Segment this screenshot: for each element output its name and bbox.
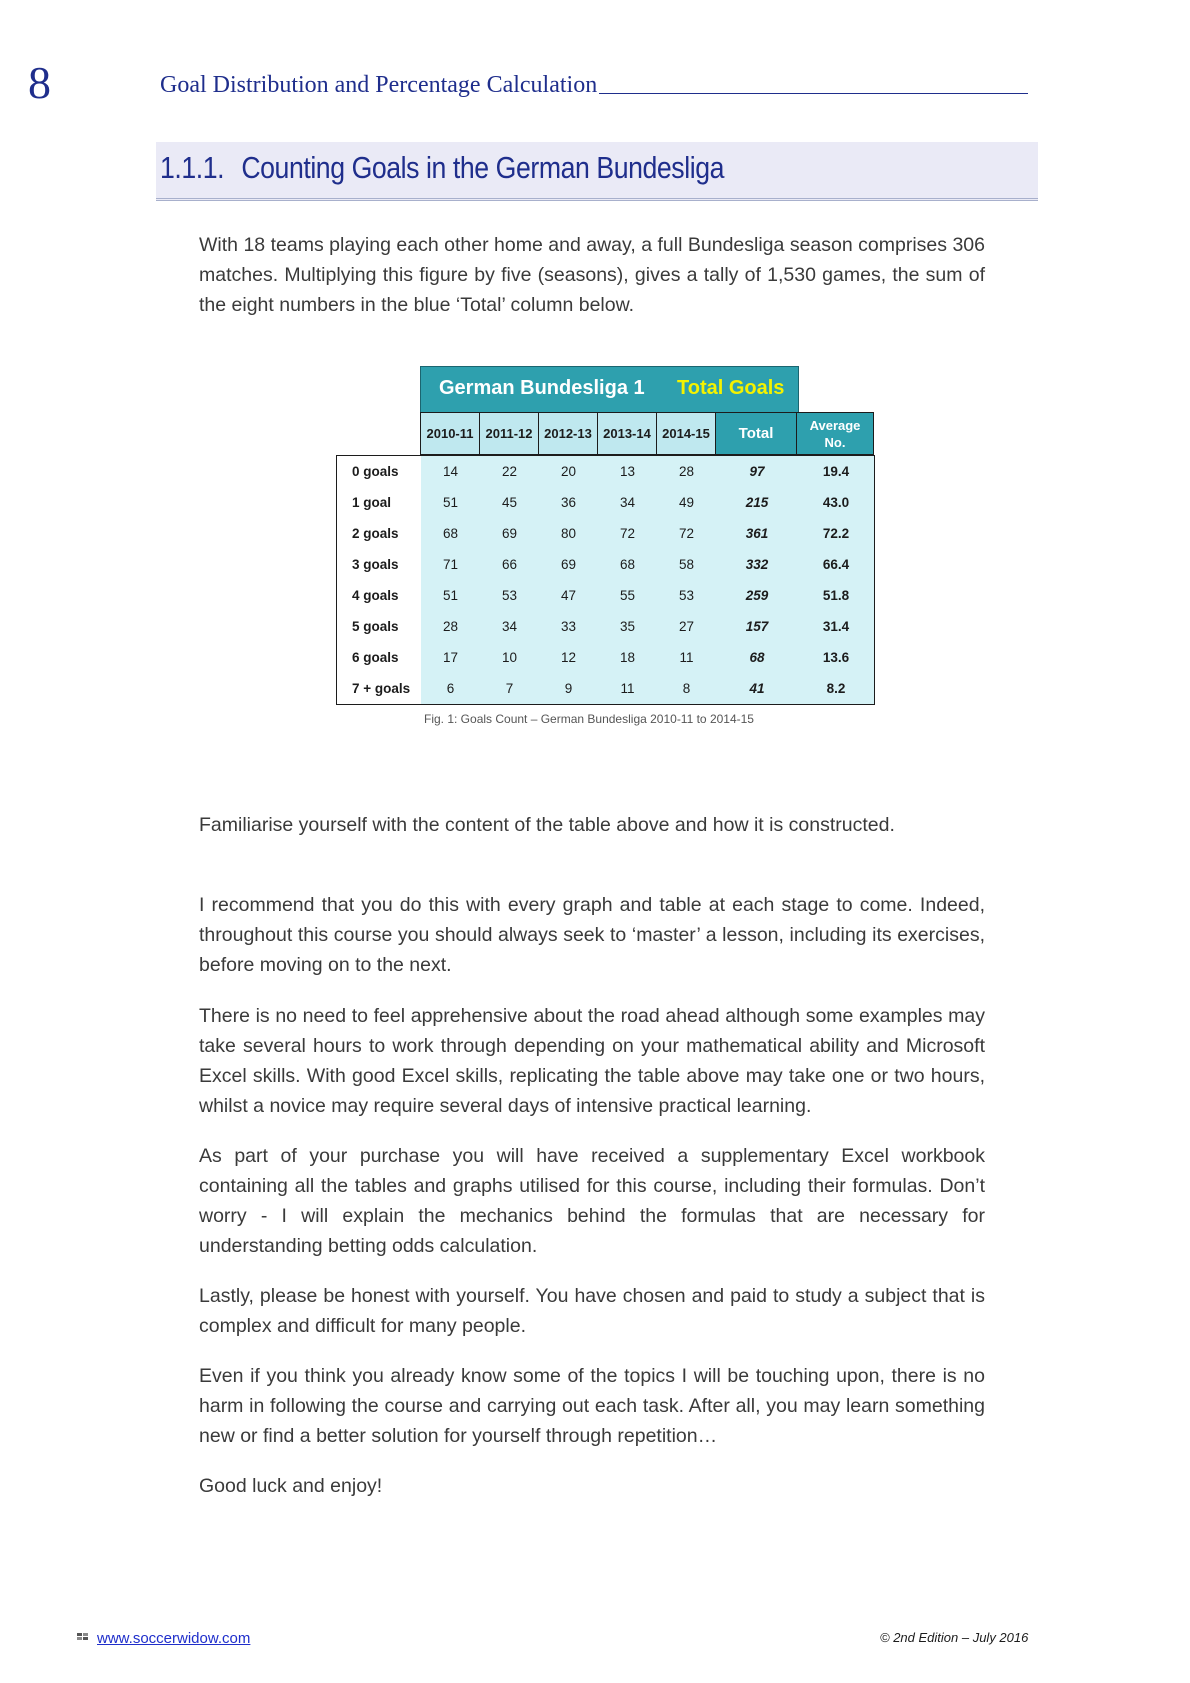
paragraph: Even if you think you already know some of the topics I will be touching upon, there is no harm in following the course and carrying out each task. After all, you may learn something new or find a better solution for yourself through repetition…: [199, 1365, 985, 1447]
average-cell: 13.6: [798, 642, 874, 673]
season-cell: 68: [598, 549, 657, 580]
total-cell: 259: [716, 580, 798, 611]
season-cell: 47: [539, 580, 598, 611]
season-cell: 7: [480, 673, 539, 704]
season-cell: 17: [421, 642, 480, 673]
average-cell: 66.4: [798, 549, 874, 580]
column-header: 2010-11: [420, 412, 480, 455]
season-cell: 9: [539, 673, 598, 704]
section-title-text: Counting Goals in the German Bundesliga: [241, 150, 724, 185]
table-caption: Fig. 1: Goals Count – German Bundesliga 2010-11 to 2014-15: [424, 712, 754, 726]
average-cell: 8.2: [798, 673, 874, 704]
season-cell: 72: [598, 518, 657, 549]
column-header: 2012-13: [538, 412, 598, 455]
season-cell: 13: [598, 456, 657, 487]
season-cell: 14: [421, 456, 480, 487]
running-title: Goal Distribution and Percentage Calculation: [160, 72, 598, 98]
total-cell: 41: [716, 673, 798, 704]
row-label: 7 + goals: [337, 673, 421, 704]
section-title: [160, 150, 724, 186]
season-cell: 6: [421, 673, 480, 704]
total-cell: 215: [716, 487, 798, 518]
column-header: 2014-15: [656, 412, 716, 455]
average-cell: 72.2: [798, 518, 874, 549]
column-header: 2011-12: [479, 412, 539, 455]
average-cell: 31.4: [798, 611, 874, 642]
row-label: 6 goals: [337, 642, 421, 673]
season-cell: 35: [598, 611, 657, 642]
season-cell: 69: [539, 549, 598, 580]
total-cell: 157: [716, 611, 798, 642]
season-cell: 80: [539, 518, 598, 549]
column-header-total: Total: [715, 412, 797, 455]
season-cell: 36: [539, 487, 598, 518]
column-header-average: [796, 412, 874, 455]
season-cell: 28: [657, 456, 716, 487]
total-cell: 68: [716, 642, 798, 673]
season-cell: 27: [657, 611, 716, 642]
header-rule: [599, 93, 1028, 94]
season-cell: 51: [421, 580, 480, 611]
season-cell: 33: [539, 611, 598, 642]
season-cell: 49: [657, 487, 716, 518]
running-header: [160, 72, 1028, 99]
season-cell: 12: [539, 642, 598, 673]
table-body: [336, 455, 875, 705]
average-cell: 43.0: [798, 487, 874, 518]
season-cell: 68: [421, 518, 480, 549]
season-cell: 11: [657, 642, 716, 673]
season-cell: 58: [657, 549, 716, 580]
season-cell: 34: [480, 611, 539, 642]
total-cell: 97: [716, 456, 798, 487]
row-label: 0 goals: [337, 456, 421, 487]
season-cell: 20: [539, 456, 598, 487]
footer-copyright: © 2nd Edition – July 2016: [880, 1630, 1029, 1645]
season-cell: 51: [421, 487, 480, 518]
season-cell: 55: [598, 580, 657, 611]
season-cell: 11: [598, 673, 657, 704]
paragraph: Familiarise yourself with the content of the table above and how it is constructed.: [199, 814, 895, 836]
season-cell: 53: [480, 580, 539, 611]
average-header-line2: No.: [824, 434, 846, 450]
season-cell: 66: [480, 549, 539, 580]
total-cell: 361: [716, 518, 798, 549]
season-cell: 72: [657, 518, 716, 549]
table-title-bar: [420, 366, 799, 413]
paragraph: There is no need to feel apprehensive about the road ahead although some examples may take several hours to work through depending on your mathematical ability and Microsoft Excel skills. With good Excel skills, replicating the table above may take one or two hours, whilst a novice may require several days of intensive practical learning.: [199, 1005, 985, 1117]
paragraph: Lastly, please be honest with yourself. You have chosen and paid to study a subject that is complex and difficult for many people.: [199, 1285, 985, 1337]
season-cell: 10: [480, 642, 539, 673]
column-header: 2013-14: [597, 412, 657, 455]
season-cell: 34: [598, 487, 657, 518]
season-cell: 45: [480, 487, 539, 518]
paragraph: I recommend that you do this with every graph and table at each stage to come. Indeed, throughout this course you should always seek to ‘master’ a lesson, including its exercises, before moving on to the next.: [199, 894, 985, 976]
average-cell: 51.8: [798, 580, 874, 611]
season-cell: 18: [598, 642, 657, 673]
website-link[interactable]: www.soccerwidow.com: [97, 1630, 251, 1647]
table-subtitle: Total Goals: [677, 377, 785, 399]
site-logo-icon: [77, 1632, 89, 1642]
row-label: 3 goals: [337, 549, 421, 580]
season-cell: 71: [421, 549, 480, 580]
row-label: 5 goals: [337, 611, 421, 642]
row-label: 4 goals: [337, 580, 421, 611]
average-header-line1: Average: [809, 417, 861, 433]
intro-paragraph: With 18 teams playing each other home and away, a full Bundesliga season comprises 306 matches. Multiplying this figure by five (seasons), gives a tally of 1,530 games, the sum of the eight numbers in the blue ‘Total’ column below.: [199, 234, 985, 316]
section-number: 1.1.1.: [160, 150, 225, 185]
page-number: 8: [28, 57, 51, 108]
season-cell: 53: [657, 580, 716, 611]
row-label: 2 goals: [337, 518, 421, 549]
row-label: 1 goal: [337, 487, 421, 518]
season-cell: 28: [421, 611, 480, 642]
paragraph: As part of your purchase you will have received a supplementary Excel workbook containing all the tables and graphs utilised for this course, including their formulas. Don’t worry - I will explain the mechanics behind the formulas that are necessary for understanding betting odds calculation.: [199, 1145, 985, 1257]
total-cell: 332: [716, 549, 798, 580]
season-cell: 22: [480, 456, 539, 487]
season-cell: 8: [657, 673, 716, 704]
table-title: German Bundesliga 1: [439, 377, 645, 399]
paragraph: Good luck and enjoy!: [199, 1475, 383, 1497]
season-cell: 69: [480, 518, 539, 549]
average-cell: 19.4: [798, 456, 874, 487]
